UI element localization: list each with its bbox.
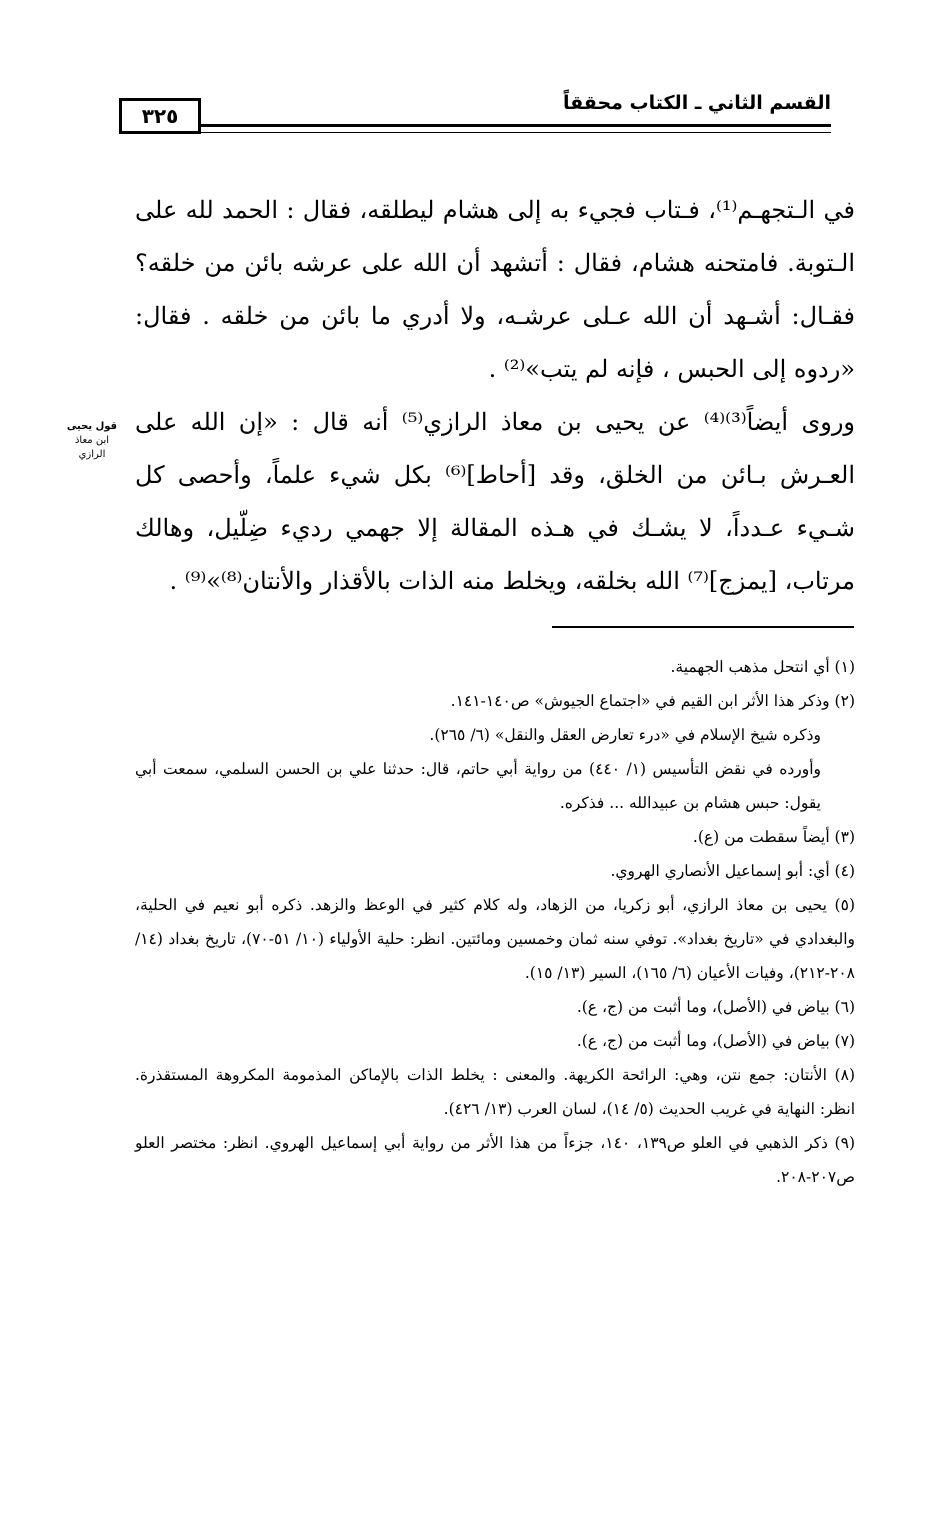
margin-note-line: ابن معاذ: [74, 435, 110, 446]
footnote: (٤) أي: أبو إسماعيل الأنصاري الهروي.: [610, 862, 855, 880]
paragraph-2: وروى أيضاً⁽³⁾⁽⁴⁾ عن يحيى بن معاذ الرازي⁽⁵⁾ أنه قال : «إن الله على العـرش بـائن من الخلق، وقد [أحاط]⁽⁶⁾ بكل شيء علماً، وأحصى كل شـيء عـدداً، لا يشـك في هـذه المقالة إلا جهمي رديء ضِلّيل، وهالك مرتاب، [يمزج]⁽⁷⁾ الله بخلقه، ويخلط منه الذات بالأقذار والأنتان⁽⁸⁾»⁽⁹⁾ .: [135, 408, 856, 595]
page-number: ٣٢٥: [119, 98, 201, 134]
footnote: (٣) أيضاً سقطت من (ع).: [692, 828, 855, 846]
main-text-2: [135, 396, 855, 608]
margin-note-line: قول يحيى: [66, 421, 118, 432]
footnote: (٢) وذكر هذا الأثر ابن القيم في «اجتماع الجيوش» ص١٤٠-١٤١.: [450, 692, 855, 710]
footnote: وأورده في نقض التأسيس (١/ ٤٤٠) من رواية أبي حاتم، قال: حدثنا علي بن الحسن السلمي، سمعت أبي يقول: حبس هشام بن عبيدالله ... فذكره.: [135, 760, 821, 812]
main-text: [135, 184, 855, 396]
running-header-title: القسم الثاني ـ الكتاب محققاً: [562, 92, 831, 114]
margin-note: [48, 420, 136, 462]
footnote: وذكره شيخ الإسلام في «درء تعارض العقل والنقل» (٦/ ٢٦٥).: [429, 726, 821, 744]
footnote: (٨) الأنتان: جمع نتن، وهي: الرائحة الكريهة. والمعنى : يخلط الذات بالإماكن المذمومة المكروهة المستقذرة. انظر: النهاية في غريب الحديث (٥/ ١٤)، لسان العرب (١٣/ ٤٢٦).: [135, 1066, 855, 1118]
header-rule: [199, 124, 831, 133]
footnotes-section: [135, 650, 855, 1194]
paragraph-1: في الـتجهـم⁽¹⁾، فـتاب فجيء به إلى هشام ليطلقه، فقال : الحمد لله على الـتوبة. فامتحنه هشام، فقال : أتشهد أن الله على عرشه بائن من خلقه؟ فقـال: أشـهد أن الله عـلى عرشـه، ولا أدري ما بائن من خلقه . فقال: «ردوه إلى الحبس ، فإنه لم يتب»⁽²⁾ .: [135, 196, 855, 383]
footnote: (٧) بياض في (الأصل)، وما أثبت من (ج، ع).: [576, 1032, 855, 1050]
footnote-separator: [552, 626, 854, 628]
footnote: (٩) ذكر الذهبي في العلو ص١٣٩، ١٤٠، جزءاً من هذا الأثر من رواية أبي إسماعيل الهروي. انظر: مختصر العلو ص٢٠٧-٢٠٨.: [135, 1134, 855, 1186]
margin-note-line: الرازي: [78, 449, 106, 460]
footnote: (٥) يحيى بن معاذ الرازي، أبو زكريا، من الزهاد، وله كلام كثير في الوعظ والزهد. ذكره أبو نعيم في الحلية، والبغدادي في «تاريخ بغداد». توفي سنه ثمان وخمسين ومائتين. انظر: حلية الأولياء (١٠/ ٥١-٧٠)، تاريخ بغداد (١٤/ ٢٠٨-٢١٢)، وفيات الأعيان (٦/ ١٦٥)، السير (١٣/ ١٥).: [135, 896, 855, 982]
footnote: (٦) بياض في (الأصل)، وما أثبت من (ج، ع).: [576, 998, 855, 1016]
footnote: (١) أي انتحل مذهب الجهمية.: [670, 658, 855, 676]
